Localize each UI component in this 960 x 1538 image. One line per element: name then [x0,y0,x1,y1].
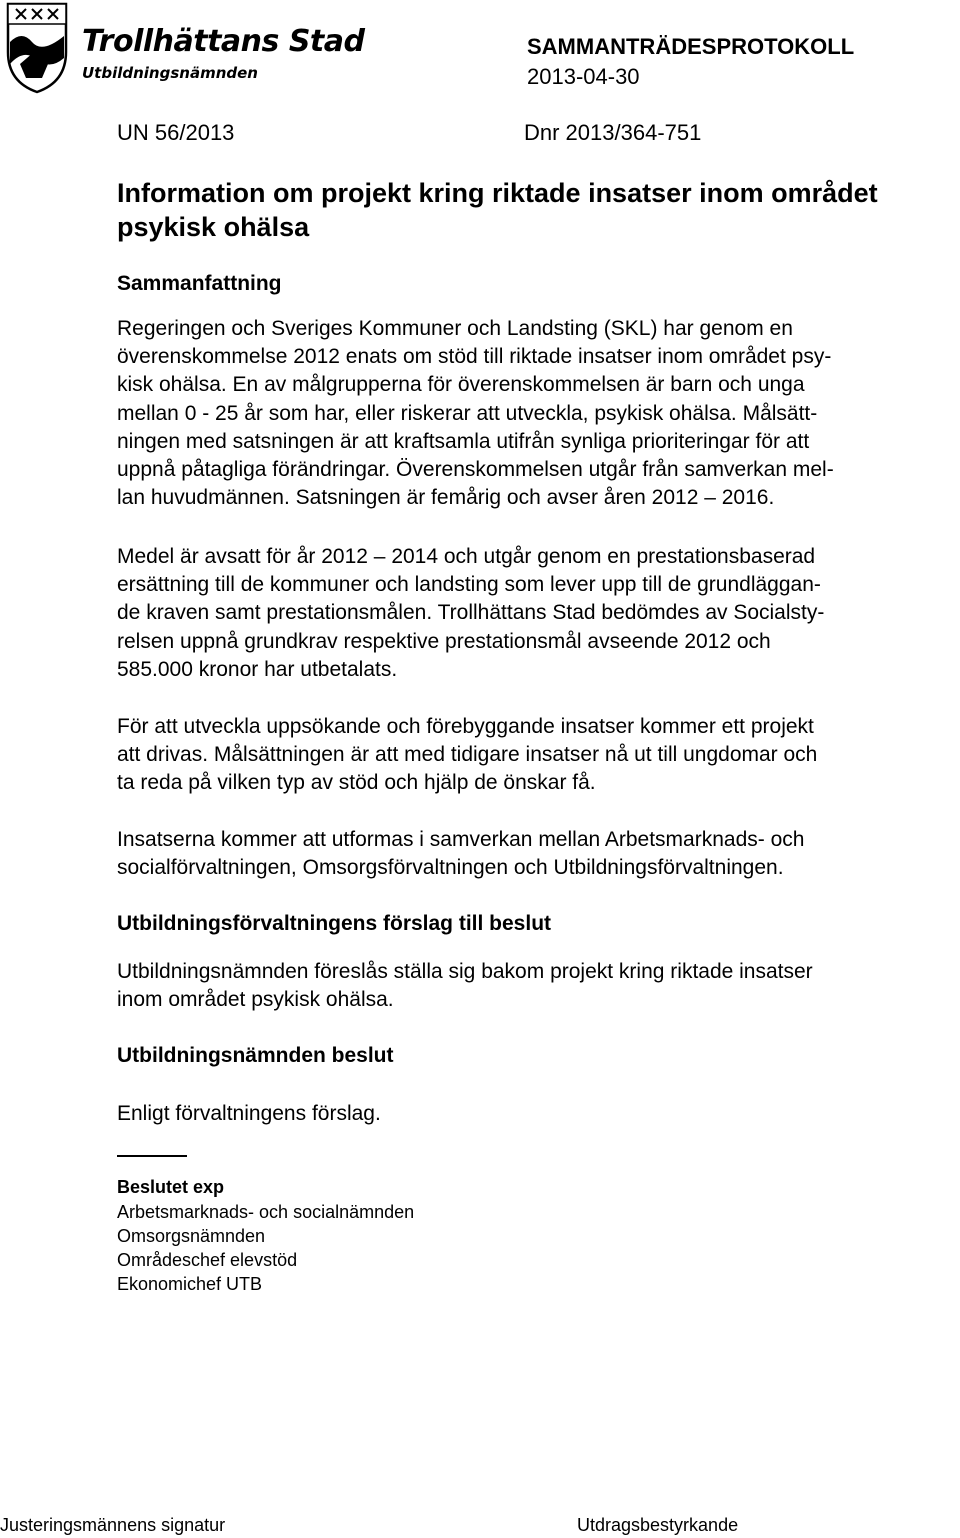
org-logo [2,2,402,94]
text-line: ningen med satsningen är att kraftsamla utifrån synliga prioriteringar för att [117,429,810,453]
summary-heading: Sammanfattning [117,272,282,295]
distribution-list [117,1200,414,1296]
list-item: Områdeschef elevstöd [117,1250,298,1270]
text-line: inom området psykisk ohälsa. [117,988,394,1012]
summary-paragraph-4 [117,826,947,882]
text-line: uppnå påtagliga förändringar. Överenskommelsen utgår från samverkan mel- [117,458,834,482]
summary-paragraph-3 [117,713,947,798]
text-line: Medel är avsatt för år 2012 – 2014 och utgår genom en prestationsbaserad [117,545,816,568]
distribution-label: Beslutet exp [117,1177,225,1197]
proposal-text [117,958,947,1014]
title-line: psykisk ohälsa [117,212,310,242]
decision-heading: Utbildningsnämnden beslut [117,1044,394,1067]
summary-paragraph-1 [117,315,947,512]
case-number: UN 56/2013 [117,120,235,145]
text-line: kisk ohälsa. En av målgrupperna för överenskommelsen är barn och unga [117,373,805,397]
registration-number: Dnr 2013/364-751 [524,120,702,145]
page-title [117,176,937,244]
decision-text [117,1100,947,1128]
municipal-crest-icon [2,2,72,94]
title-line: Information om projekt kring riktade insatser inom området [117,178,878,208]
text-line: mellan 0 - 25 år som har, eller riskerar att utveckla, psykisk ohälsa. Målsätt- [117,401,818,425]
text-line: Regeringen och Sveriges Kommuner och Landsting (SKL) har genom en [117,317,793,340]
text-line: ta reda på vilken typ av stöd och hjälp de önskar få. [117,771,596,795]
text-line: de kraven samt prestationsmålen. Trollhättans Stad bedömdes av Socialsty- [117,601,825,625]
org-unit: Utbildningsnämnden [82,64,258,82]
text-line: relsen uppnå grundkrav respektive prestationsmål avseende 2012 och [117,629,771,653]
text-line: 585.000 kronor har utbetalats. [117,657,398,681]
org-name: Trollhättans Stad [82,24,365,59]
list-item: Ekonomichef UTB [117,1274,263,1294]
text-line: Utbildningsnämnden föreslås ställa sig bakom projekt kring riktade insatser [117,960,813,983]
text-line: Insatserna kommer att utformas i samverkan mellan Arbetsmarknads- och [117,828,805,851]
list-item: Arbetsmarknads- och socialnämnden [117,1202,415,1222]
text-line: ersättning till de kommuner och landsting som lever upp till de grundläggan- [117,573,821,597]
text-line: överenskommelse 2012 enats om stöd till riktade insatser inom området psy- [117,345,832,369]
list-item: Omsorgsnämnden [117,1226,266,1246]
text-line: Enligt förvaltningens förslag. [117,1102,381,1125]
footer-attestation-label: Utdragsbestyrkande [577,1515,739,1535]
footer-signature-label: Justeringsmännens signatur [0,1515,226,1535]
summary-paragraph-2 [117,543,947,684]
divider [117,1155,187,1157]
document-type: SAMMANTRÄDESPROTOKOLL [527,34,855,59]
text-line: lan huvudmännen. Satsningen är femårig och avser åren 2012 – 2016. [117,486,775,510]
proposal-heading: Utbildningsförvaltningens förslag till beslut [117,912,552,935]
text-line: att drivas. Målsättningen är att med tidigare insatser nå ut till ungdomar och [117,743,818,767]
text-line: För att utveckla uppsökande och förebyggande insatser kommer ett projekt [117,715,814,738]
text-line: socialförvaltningen, Omsorgsförvaltningen och Utbildningsförvaltningen. [117,856,784,880]
meeting-date: 2013-04-30 [527,64,640,89]
